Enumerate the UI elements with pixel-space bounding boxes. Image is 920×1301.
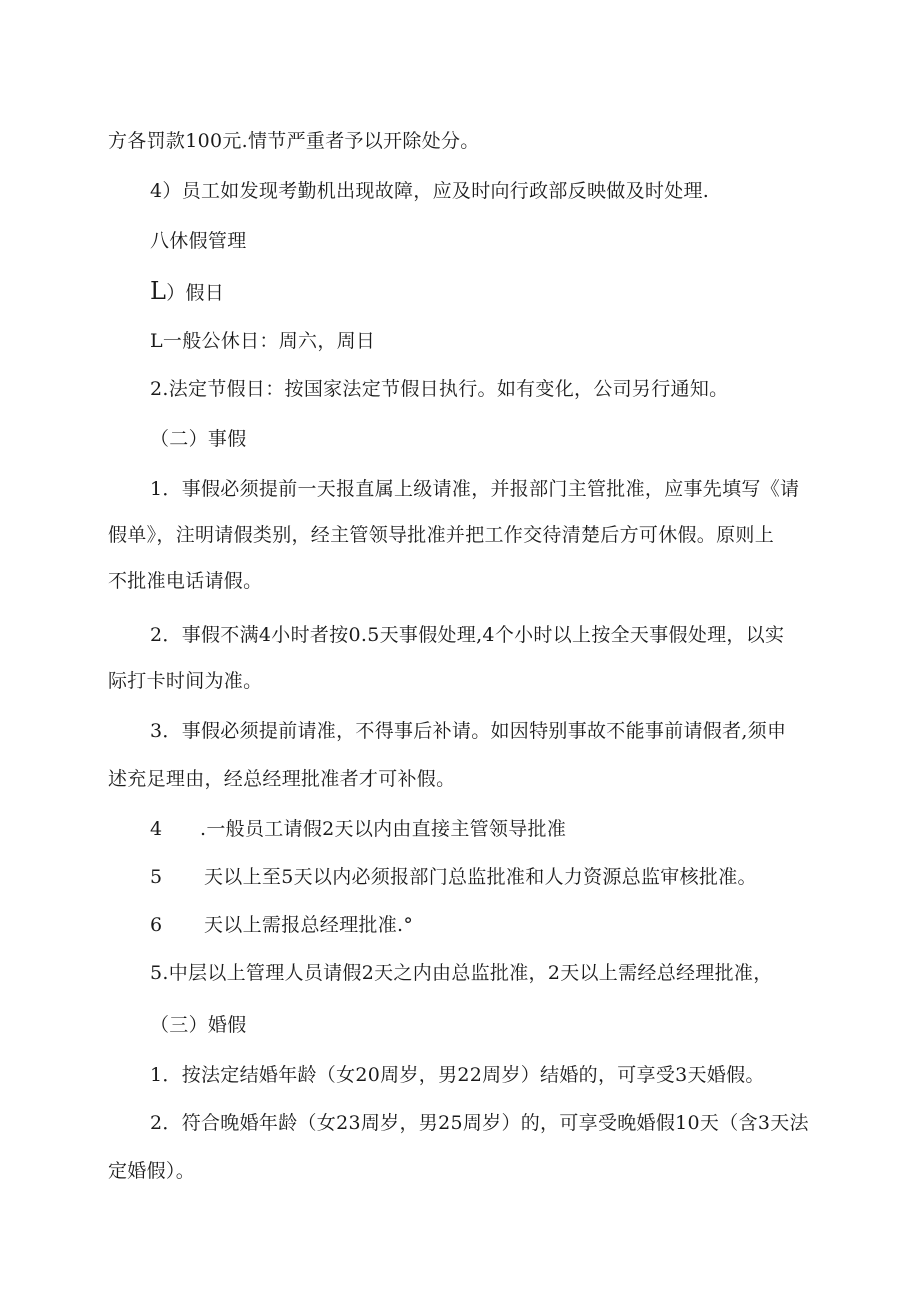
list-item (150, 864, 757, 890)
list-item-text: 天以上需报总经理批准.° (204, 914, 414, 936)
paragraph-line: 2.法定节假日：按国家法定节假日执行。如有变化，公司另行通知。 (150, 378, 729, 400)
paragraph-line: 假单》，注明请假类别，经主管领导批准并把工作交待清楚后方可休假。原则上 (108, 524, 775, 546)
paragraph-line: 不批准电话请假。 (108, 570, 263, 592)
list-item-number: 6 (150, 914, 163, 936)
paragraph-line: 4）员工如发现考勤机出现故障，应及时向行政部反映做及时处理. (150, 180, 710, 202)
paragraph-line: 际打卡时间为准。 (108, 670, 263, 692)
list-item (150, 816, 566, 842)
paragraph-line: 述充足理由，经总经理批准者才可补假。 (108, 768, 456, 790)
list-item-number: 4 (150, 818, 163, 840)
list-item (150, 912, 413, 938)
subsection-number: L (150, 277, 167, 305)
paragraph-line: 3．事假必须提前请准，不得事后补请。如因特别事故不能事前请假者,须申 (150, 720, 787, 742)
paragraph-line: 1．事假必须提前一天报直属上级请准，并报部门主管批准，应事先填写《请 (150, 478, 800, 500)
section-heading: 八休假管理 (150, 230, 247, 252)
paragraph-line: 1．按法定结婚年龄（女20周岁，男22周岁）结婚的，可享受3天婚假。 (150, 1064, 765, 1086)
paragraph-line: 2．事假不满4小时者按0.5天事假处理,4个小时以上按全天事假处理，以实 (150, 624, 785, 646)
list-item-text: .一般员工请假2天以内由直接主管领导批准 (200, 818, 567, 840)
list-item-text: 天以上至5天以内必须报部门总监批准和人力资源总监审核批准。 (204, 866, 757, 888)
list-item-number: 5 (150, 866, 163, 888)
subsection-heading: （三）婚假 (150, 1014, 247, 1036)
subsection-title: ）假日 (166, 282, 225, 304)
paragraph-line: 5.中层以上管理人员请假2天之内由总监批准，2天以上需经总经理批准， (150, 962, 773, 984)
subsection-heading: （二）事假 (150, 428, 247, 450)
paragraph-line: 方各罚款100元.情节严重者予以开除处分。 (108, 130, 480, 152)
subsection-heading (150, 278, 224, 306)
paragraph-line: L一般公休日：周六，周日 (150, 330, 376, 352)
paragraph-line: 2．符合晚婚年龄（女23周岁，男25周岁）的，可享受晚婚假10天（含3天法 (150, 1112, 809, 1134)
paragraph-line: 定婚假）。 (108, 1160, 196, 1182)
